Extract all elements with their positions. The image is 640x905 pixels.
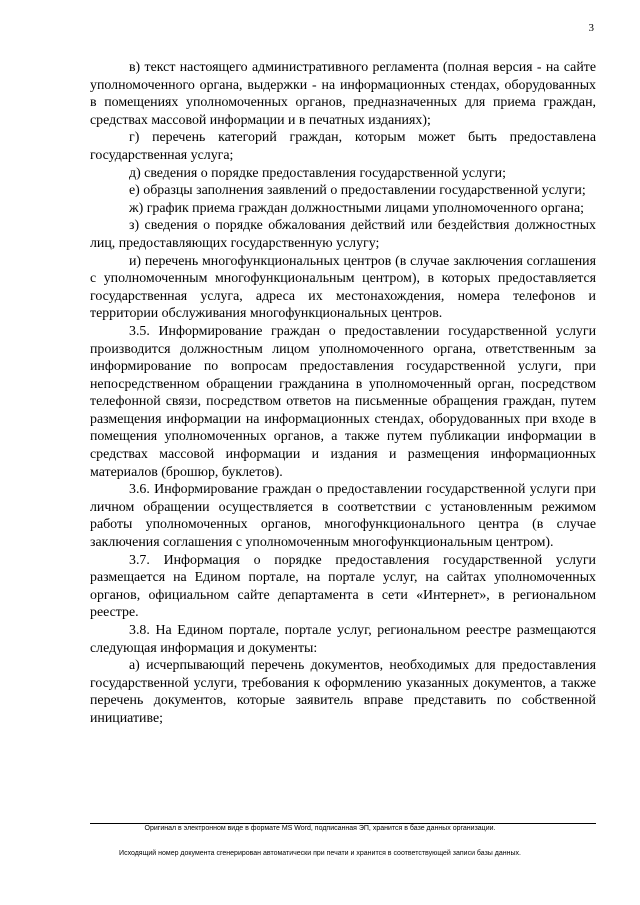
- paragraph: д) сведения о порядке предоставления государственной услуги;: [129, 165, 506, 181]
- paragraph: 3.5. Информирование граждан о предоставлении государственной услуги производится должностным лицом уполномоченного органа, ответственным за информирование по вопросам предоставления государственной услуги, при непосредственном обращении гражданина в уполномоченный орган, посредством телефонной связи, посредством ответов на письменные обращения граждан, путем размещения информации на информационных стендах, оборудованных при входе в помещения уполномоченных органов, а также путем публикации информации в средствах массовой информации и издания и размещения информационных материалов (брошюр, буклетов).: [90, 323, 596, 480]
- paragraph: и) перечень многофункциональных центров (в случае заключения соглашения с уполномоченным многофункциональным центром), в которых предоставляется государственная услуга, адреса их местонахождения, номера телефонов и территории обслуживания многофункциональных центров.: [90, 253, 596, 322]
- footer-note-number: Исходящий номер документа сгенерирован автоматически при печати и хранится в соответствующей записи базы данных.: [119, 850, 521, 857]
- page-number: 3: [588, 22, 594, 34]
- document-body: [90, 59, 596, 728]
- footer-note-original: Оригинал в электронном виде в формате MS Word, подписанная ЭП, хранится в базе данных организации.: [144, 825, 496, 832]
- paragraph: 3.6. Информирование граждан о предоставлении государственной услуги при личном обращении осуществляется в соответствии с установленным режимом работы уполномоченных органов, многофункционального центра (в случае заключения соглашения с уполномоченным многофункциональным центром).: [90, 482, 596, 551]
- paragraph: е) образцы заполнения заявлений о предоставлении государственной услуги;: [129, 183, 586, 199]
- paragraph: з) сведения о порядке обжалования действий или бездействия должностных лиц, предоставляющих государственную услугу;: [90, 218, 596, 251]
- footer-divider: [90, 823, 596, 824]
- paragraph: ж) график приема граждан должностными лицами уполномоченного органа;: [129, 200, 584, 216]
- paragraph: 3.8. На Едином портале, портале услуг, региональном реестре размещаются следующая информация и документы:: [90, 623, 596, 656]
- paragraph: 3.7. Информация о порядке предоставления государственной услуги размещается на Едином портале, на портале услуг, на сайтах уполномоченных органов, официальном сайте департамента в сети «Интернет», в региональном реестре.: [90, 552, 596, 621]
- paragraph: в) текст настоящего административного регламента (полная версия - на сайте уполномоченного органа, выдержки - на информационных стендах, оборудованных в помещениях уполномоченных органов, предназначенных для приема граждан, средствах массовой информации и в печатных изданиях);: [90, 60, 596, 128]
- paragraph: а) исчерпывающий перечень документов, необходимых для предоставления государственной услуги, требования к оформлению указанных документов, а также перечень документов, которые заявитель вправе представить по собственной инициативе;: [90, 658, 596, 726]
- paragraph: г) перечень категорий граждан, которым может быть предоставлена государственная услуга;: [90, 130, 596, 163]
